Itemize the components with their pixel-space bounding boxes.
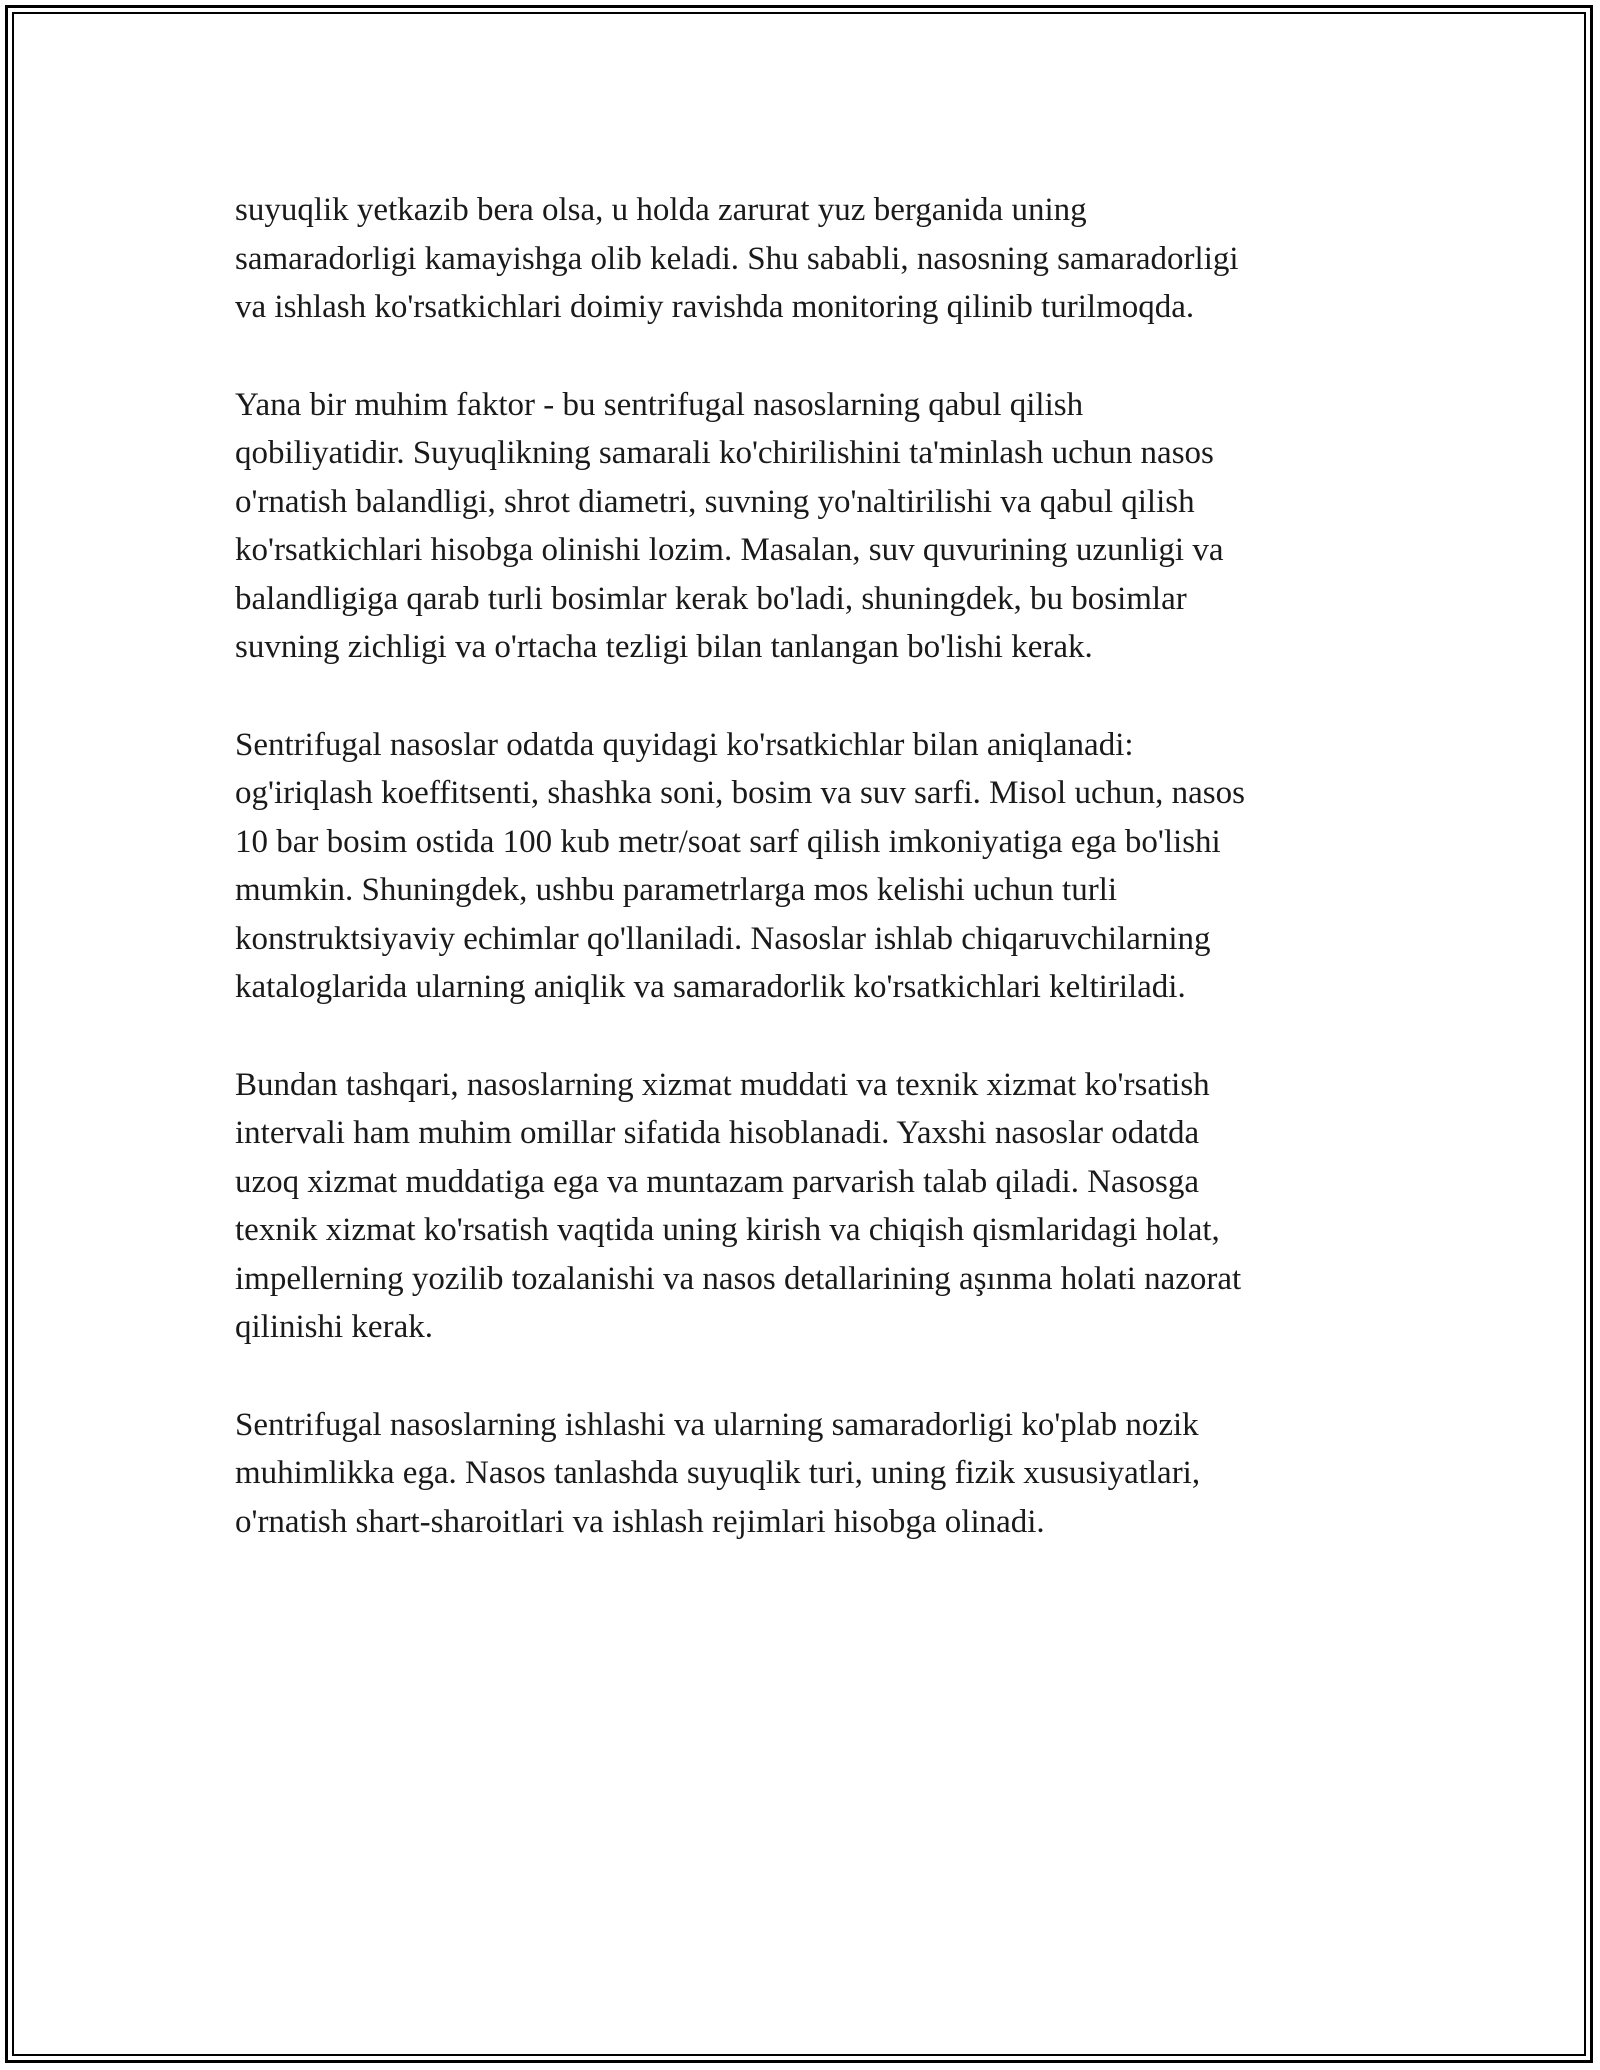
paragraph-4 bbox=[235, 1061, 1370, 1352]
document-body bbox=[235, 186, 1370, 1595]
text-line: balandligiga qarab turli bosimlar kerak bo'ladi, shuningdek, bu bosimlar bbox=[235, 580, 1187, 617]
paragraph-3 bbox=[235, 721, 1370, 1012]
text-line: suvning zichligi va o'rtacha tezligi bilan tanlangan bo'lishi kerak. bbox=[235, 629, 1093, 665]
text-line: qilinishi kerak. bbox=[235, 1309, 433, 1345]
text-line: uzoq xizmat muddatiga ega va muntazam parvarish talab qiladi. Nasosga bbox=[235, 1163, 1200, 1200]
text-line: og'iriqlash koeffitsenti, shashka soni, bosim va suv sarfi. Misol uchun, nasos bbox=[235, 775, 1245, 811]
text-line: kataloglarida ularning aniqlik va samaradorlik ko'rsatkichlari keltiriladi. bbox=[235, 969, 1186, 1005]
text-line: qobiliyatidir. Suyuqlikning samarali ko'chirilishini ta'minlash uchun nasos bbox=[235, 435, 1214, 471]
text-line: 10 bar bosim ostida 100 kub metr/soat sarf qilish imkoniyatiga ega bo'lishi bbox=[235, 823, 1221, 860]
text-line: impellerning yozilib tozalanishi va nasos detallarining aşınma holati nazorat bbox=[235, 1260, 1242, 1297]
text-line: Sentrifugal nasoslarning ishlashi va ularning samaradorligi ko'plab nozik bbox=[235, 1406, 1199, 1443]
text-line: intervali ham muhim omillar sifatida hisoblanadi. Yaxshi nasoslar odatda bbox=[235, 1115, 1200, 1151]
text-line: o'rnatish shart-sharoitlari va ishlash rejimlari hisobga olinadi. bbox=[235, 1503, 1045, 1540]
text-line: texnik xizmat ko'rsatish vaqtida uning kirish va chiqish qismlaridagi holat, bbox=[235, 1212, 1220, 1248]
text-line: Yana bir muhim faktor - bu sentrifugal nasoslarning qabul qilish bbox=[235, 386, 1084, 423]
text-line: o'rnatish balandligi, shrot diametri, suvning yo'naltirilishi va qabul qilish bbox=[235, 483, 1195, 520]
paragraph-5 bbox=[235, 1401, 1370, 1547]
text-line: va ishlash ko'rsatkichlari doimiy ravishda monitoring qilinib turilmoqda. bbox=[235, 289, 1195, 325]
text-line: Bundan tashqari, nasoslarning xizmat muddati va texnik xizmat ko'rsatish bbox=[235, 1066, 1210, 1103]
paragraph-1 bbox=[235, 186, 1370, 332]
text-line: samaradorligi kamayishga olib keladi. Shu sababli, nasosning samaradorligi bbox=[235, 240, 1239, 277]
text-line: muhimlikka ega. Nasos tanlashda suyuqlik turi, uning fizik xususiyatlari, bbox=[235, 1455, 1201, 1491]
text-line: Sentrifugal nasoslar odatda quyidagi ko'rsatkichlar bilan aniqlanadi: bbox=[235, 726, 1134, 763]
text-line: konstruktsiyaviy echimlar qo'llaniladi. Nasoslar ishlab chiqaruvchilarning bbox=[235, 920, 1211, 957]
text-line: ko'rsatkichlari hisobga olinishi lozim. Masalan, suv quvurining uzunligi va bbox=[235, 532, 1224, 568]
text-line: mumkin. Shuningdek, ushbu parametrlarga mos kelishi uchun turli bbox=[235, 872, 1118, 908]
paragraph-2 bbox=[235, 381, 1370, 672]
text-line: suyuqlik yetkazib bera olsa, u holda zarurat yuz berganida uning bbox=[235, 192, 1087, 228]
